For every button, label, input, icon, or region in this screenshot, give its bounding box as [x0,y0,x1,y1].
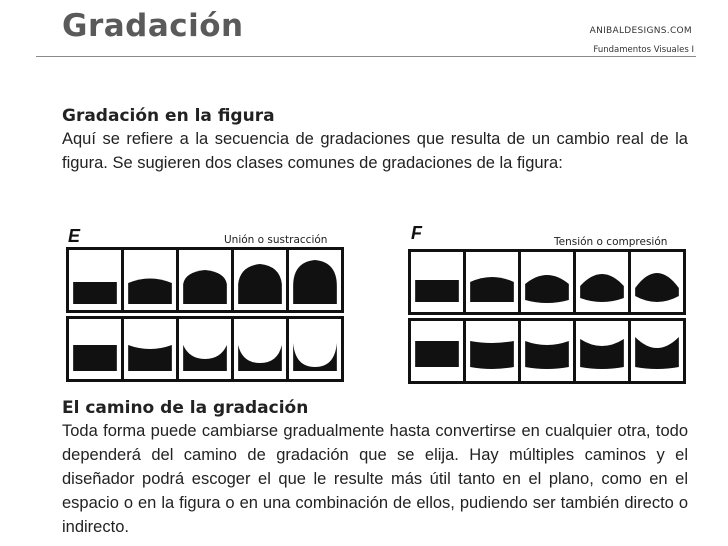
course-label: Fundamentos Visuales I [593,45,694,55]
figure-e-top-cell [124,250,179,310]
figure-e-bottom-cell [69,319,124,379]
figure-e-caption: Unión o sustracción [224,234,328,246]
figure-e-bottom-cell [179,319,234,379]
figure-e-bottom-strip [66,316,344,382]
section-text-path: Toda forma puede cambiarse gradualmente hasta convertirse en cualquier otra, todo dependerá del camino de gradación que se elija. Hay múltiples caminos y el diseñador podrá escoger el que le resulte más útil tanto en el plano, como en el espacio o en la figura o en una combinación de ellos, pudiendo ser también directo o indirecto. [62,422,688,536]
figure-e-bottom-cell [124,319,179,379]
figure-f-top-cell [576,252,631,312]
figure-e-top-cell [234,250,289,310]
figure-f-caption: Tensión o compresión [554,236,668,248]
figure-f-top-cell [466,252,521,312]
figure-f-bottom-cell [411,321,466,381]
brand-label: ANIBALDESIGNS.COM [589,26,692,36]
figure-e-top-strip [66,247,344,313]
figure-e-top-cell [179,250,234,310]
header-divider [36,56,696,57]
figure-f-bottom-cell [631,321,683,381]
figure-f-top-cell [411,252,466,312]
section-heading-path: El camino de la gradación [62,398,309,418]
figure-e-top-cell [289,250,341,310]
figure-f-top-cell [521,252,576,312]
figure-f-bottom-strip [408,318,686,384]
page-title: Gradación [62,8,244,44]
figure-f-bottom-cell [521,321,576,381]
figure-f-bottom-cell [466,321,521,381]
figure-f-top-cell [631,252,683,312]
figure-e-bottom-cell [234,319,289,379]
figure-f-top-strip [408,249,686,315]
figure-e-top-cell [69,250,124,310]
figure-e-letter: E [68,226,81,246]
figure-f-letter: F [411,223,422,243]
section-text-figure: Aquí se refiere a la secuencia de gradaciones que resulta de un cambio real de la figura. Se sugieren dos clases comunes de gradaciones de la figura: [62,130,688,172]
figure-e-bottom-cell [289,319,341,379]
section-heading-figure: Gradación en la figura [62,106,275,126]
figure-f-bottom-cell [576,321,631,381]
